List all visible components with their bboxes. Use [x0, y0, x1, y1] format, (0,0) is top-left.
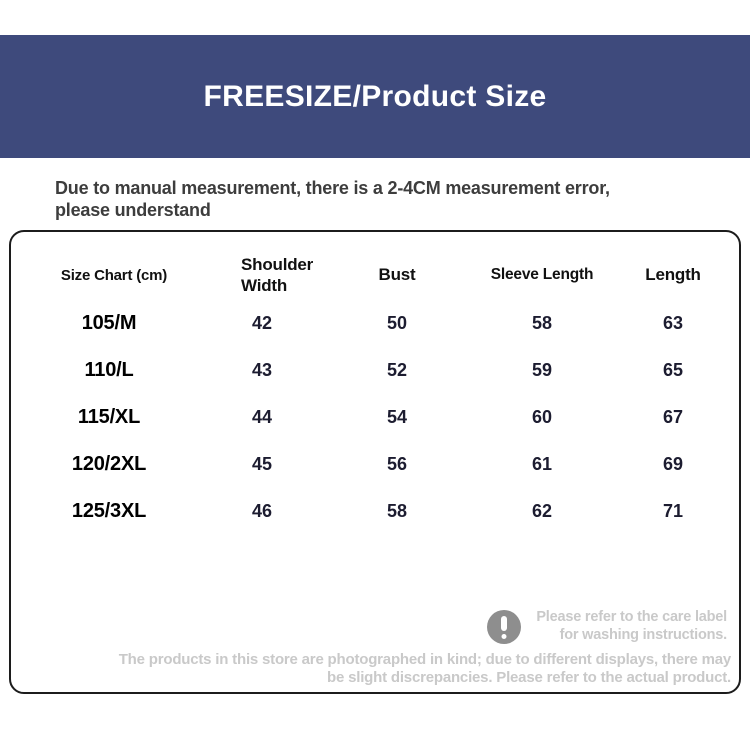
measurement-value: 65	[662, 360, 684, 380]
table-row	[11, 300, 739, 347]
measurement-value: 43	[251, 360, 273, 380]
care-notice-line-2: for washing instructions.	[559, 626, 727, 643]
store-disclaimer-line-2: be slight discrepancies. Please refer to the actual product.	[327, 668, 731, 686]
measurement-value: 58	[531, 313, 553, 333]
measurement-value: 54	[386, 407, 408, 427]
disclaimer-line-1: Due to manual measurement, there is a 2-4CM measurement error,	[55, 178, 610, 198]
measurement-value: 62	[531, 501, 553, 521]
size-chart-card	[9, 230, 741, 694]
table-row	[11, 488, 739, 535]
measurement-value: 63	[662, 313, 684, 333]
store-disclaimer	[29, 651, 731, 686]
size-label: 120/2XL	[71, 453, 147, 475]
table-row	[11, 347, 739, 394]
size-table-body	[11, 300, 739, 535]
measurement-value: 69	[662, 454, 684, 474]
store-disclaimer-line-1: The products in this store are photographed in kind; due to different displays, there may	[118, 651, 731, 668]
column-header-sleeve-length: Sleeve Length	[490, 266, 594, 283]
table-row	[11, 441, 739, 488]
measurement-value: 58	[386, 501, 408, 521]
size-label: 115/XL	[77, 406, 141, 428]
measurement-value: 44	[251, 407, 273, 427]
size-label: 110/L	[84, 359, 134, 381]
measurement-value: 67	[662, 407, 684, 427]
column-header-size-chart: Size Chart (cm)	[60, 266, 168, 284]
measurement-value: 71	[662, 501, 684, 521]
measurement-value: 42	[251, 313, 273, 333]
measurement-value: 46	[251, 501, 273, 521]
size-label: 125/3XL	[71, 500, 147, 522]
measurement-value: 52	[386, 360, 408, 380]
column-header-shoulder-width: Shoulder Width	[241, 255, 314, 295]
title-banner	[0, 35, 750, 158]
disclaimer-line-2: please understand	[55, 200, 211, 220]
care-notice-text	[536, 609, 727, 644]
care-label-notice	[487, 609, 727, 644]
column-header-length: Length	[645, 265, 701, 284]
measurement-disclaimer	[55, 177, 715, 221]
measurement-value: 50	[386, 313, 408, 333]
measurement-value: 60	[531, 407, 553, 427]
size-label: 105/M	[81, 312, 137, 334]
size-table-header	[11, 250, 739, 300]
column-header-bust: Bust	[378, 265, 416, 284]
table-row	[11, 394, 739, 441]
page-title: FREESIZE/Product Size	[203, 79, 547, 113]
measurement-value: 56	[386, 454, 408, 474]
care-notice-line-1: Please refer to the care label	[536, 609, 727, 625]
exclamation-icon	[487, 610, 521, 644]
measurement-value: 45	[251, 454, 273, 474]
measurement-value: 61	[531, 454, 553, 474]
measurement-value: 59	[531, 360, 553, 380]
